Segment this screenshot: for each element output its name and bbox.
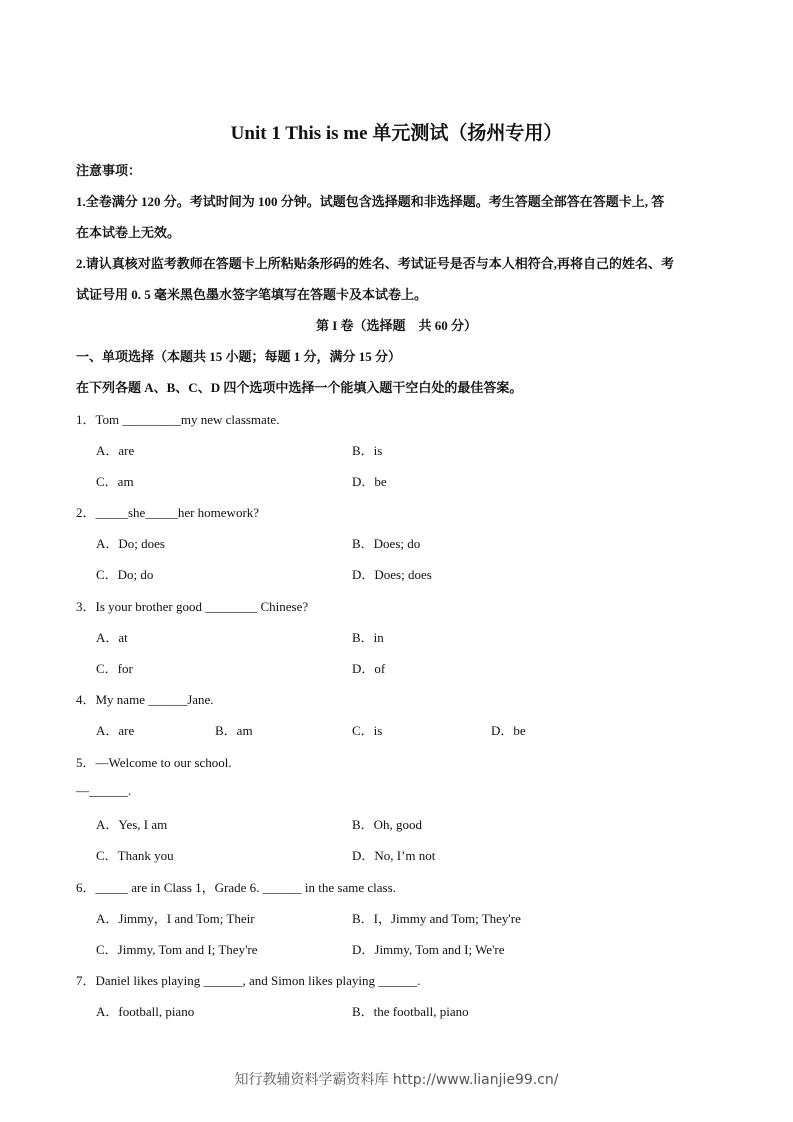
question-2-stem: 2．_____she_____her homework?: [76, 505, 260, 520]
question-2-option-a: A．Do; does: [96, 536, 165, 551]
question-4-option-c: C．is: [352, 723, 383, 738]
question-4-option-a: A．are: [96, 723, 135, 738]
question-5-option-d: D．No, I’m not: [352, 848, 436, 863]
question-6-option-b: B．I，Jimmy and Tom; They're: [352, 911, 521, 926]
question-3-option-b: B．in: [352, 630, 384, 645]
question-5-option-a: A．Yes, I am: [96, 817, 168, 832]
footer-watermark: 知行教辅资料学霸资料库 http://www.lianjie99.cn/: [234, 1072, 559, 1088]
question-5-option-b: B．Oh, good: [352, 817, 423, 832]
question-6-stem: 6．_____ are in Class 1，Grade 6. ______ in the same class.: [76, 880, 396, 895]
question-5-option-c: C．Thank you: [96, 848, 174, 863]
question-1-option-b: B．is: [352, 443, 383, 458]
question-2-option-c: C．Do; do: [96, 567, 154, 582]
question-4-stem: 4．My name ______Jane.: [76, 692, 214, 707]
notice-item-1-line-2: 在本试卷上无效。: [76, 225, 181, 240]
question-3-option-a: A．at: [96, 630, 128, 645]
question-7-option-a: A．football, piano: [96, 1004, 195, 1019]
question-4-option-d: D．be: [491, 723, 526, 738]
question-1-option-d: D．be: [352, 474, 387, 489]
question-6-option-d: D．Jimmy, Tom and I; We're: [352, 942, 505, 957]
question-2-option-d: D．Does; does: [352, 567, 432, 582]
question-3-option-c: C．for: [96, 661, 133, 676]
question-1-option-a: A．are: [96, 443, 135, 458]
question-3-stem: 3．Is your brother good ________ Chinese?: [76, 599, 309, 614]
question-4-option-b: B．am: [215, 723, 253, 738]
section-1-heading: 一、单项选择（本题共 15 小题；每题 1 分，满分 15 分）: [76, 349, 402, 364]
question-6-option-c: C．Jimmy, Tom and I; They're: [96, 942, 258, 957]
question-7-option-b: B．the football, piano: [352, 1004, 469, 1019]
page-title: Unit 1 This is me 单元测试（扬州专用）: [230, 123, 563, 144]
question-5-stem-reply: —______.: [76, 783, 132, 798]
question-7-stem: 7．Daniel likes playing ______, and Simon likes playing ______.: [76, 973, 421, 988]
question-1-option-c: C．am: [96, 474, 134, 489]
notice-item-2-line-2: 试证号用 0. 5 毫米黑色墨水签字笔填写在答题卡及本试卷上。: [76, 287, 428, 302]
question-6-option-a: A．Jimmy，I and Tom; Their: [96, 911, 255, 926]
question-5-stem: 5．—Welcome to our school.: [76, 755, 232, 770]
question-2-option-b: B．Does; do: [352, 536, 421, 551]
section-1-instruction: 在下列各题 A、B、C、D 四个选项中选择一个能填入题干空白处的最佳答案。: [76, 380, 523, 395]
question-1-stem: 1．Tom _________my new classmate.: [76, 412, 280, 427]
part-1-title: 第 I 卷（选择题 共 60 分）: [315, 318, 478, 333]
notice-item-2-line-1: 2.请认真核对监考教师在答题卡上所粘贴条形码的姓名、考试证号是否与本人相符合,再将自己的姓名、考: [76, 256, 675, 271]
notice-heading: 注意事项：: [76, 163, 142, 178]
question-3-option-d: D．of: [352, 661, 386, 676]
notice-item-1-line-1: 1.全卷满分 120 分。考试时间为 100 分钟。试题包含选择题和非选择题。考生答题全部答在答题卡上, 答: [76, 194, 665, 209]
